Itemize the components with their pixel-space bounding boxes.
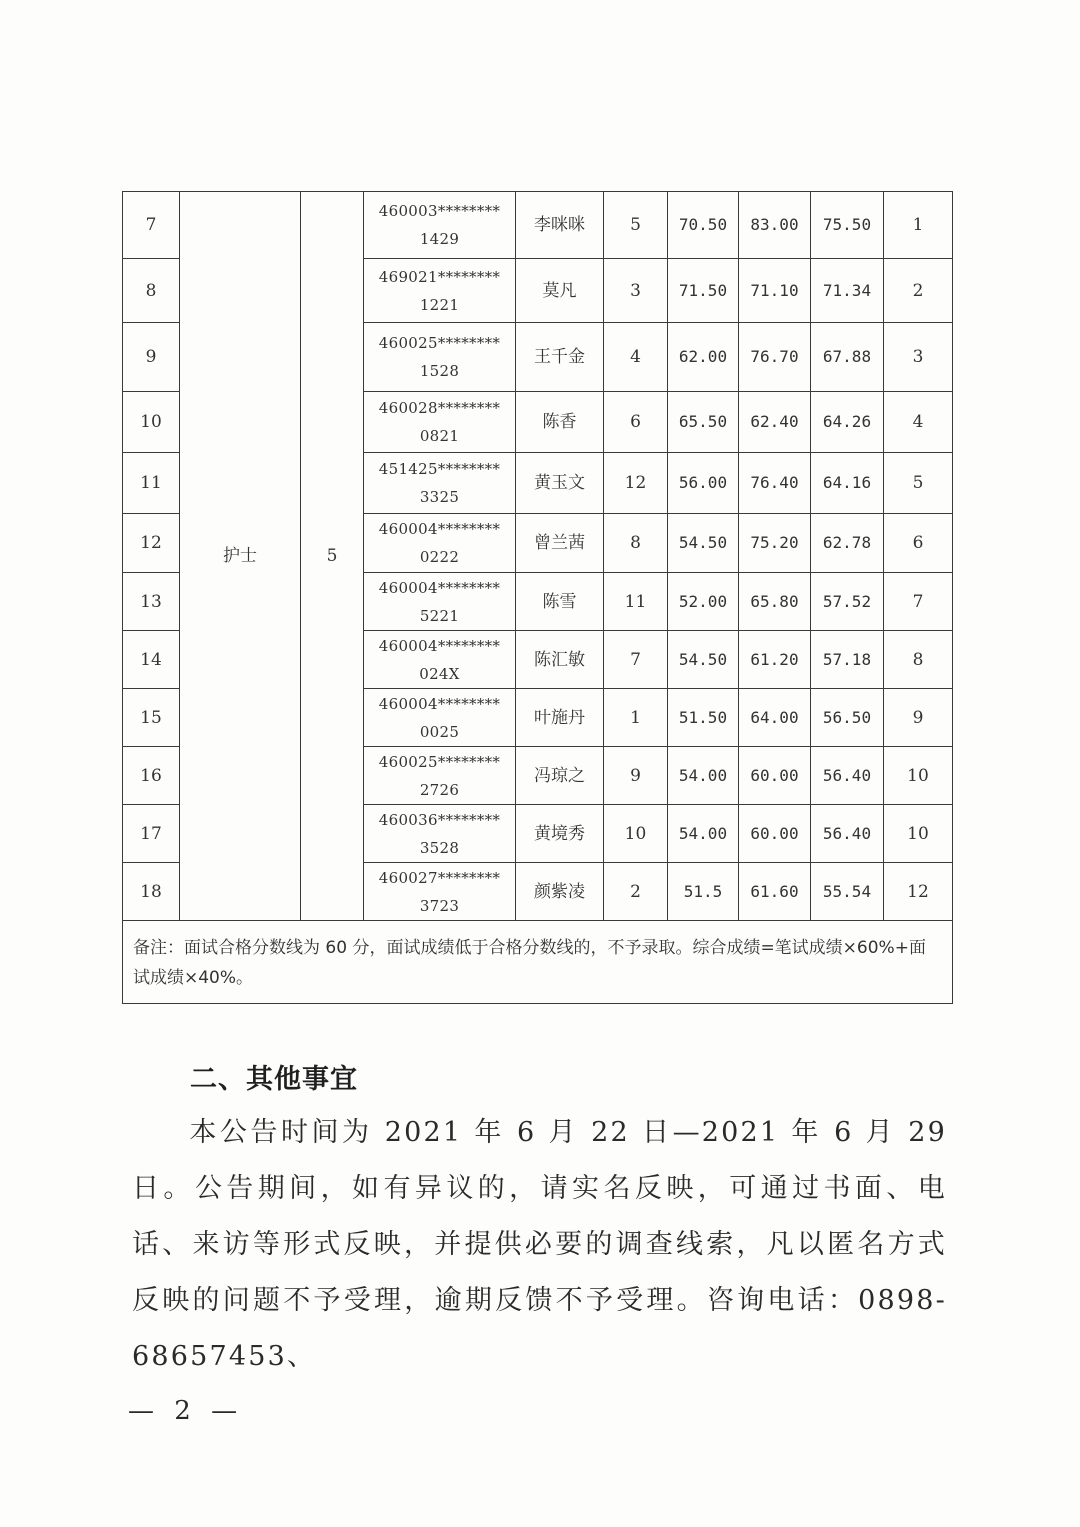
cell-written: 70.50 bbox=[668, 192, 739, 259]
cell-name: 李咪咪 bbox=[516, 192, 604, 259]
id-suffix: 2726 bbox=[419, 780, 460, 799]
cell-written: 71.50 bbox=[668, 259, 739, 323]
cell-no: 10 bbox=[604, 805, 668, 863]
id-prefix: 460004******** bbox=[378, 520, 501, 538]
cell-no: 5 bbox=[604, 192, 668, 259]
cell-seq: 11 bbox=[123, 453, 180, 514]
cell-name: 叶施丹 bbox=[516, 689, 604, 747]
cell-interview: 62.40 bbox=[739, 392, 811, 453]
id-prefix: 460036******** bbox=[378, 810, 501, 829]
cell-total: 75.50 bbox=[811, 192, 884, 259]
id-suffix: 3723 bbox=[419, 896, 460, 915]
id-suffix: 5221 bbox=[419, 606, 460, 625]
id-suffix: 0025 bbox=[419, 722, 460, 741]
cell-name: 陈香 bbox=[516, 392, 604, 453]
id-prefix: 460004******** bbox=[378, 636, 501, 655]
cell-no: 2 bbox=[604, 863, 668, 921]
cell-written: 54.00 bbox=[668, 747, 739, 805]
cell-total: 71.34 bbox=[811, 259, 884, 323]
cell-written: 54.50 bbox=[668, 631, 739, 689]
id-suffix: 024X bbox=[419, 664, 460, 683]
cell-written: 54.00 bbox=[668, 805, 739, 863]
id-prefix: 460025******** bbox=[378, 334, 501, 352]
cell-id-number bbox=[364, 259, 516, 323]
id-suffix: 0821 bbox=[419, 427, 460, 445]
cell-total: 57.52 bbox=[811, 573, 884, 631]
cell-no: 6 bbox=[604, 392, 668, 453]
cell-seq: 16 bbox=[123, 747, 180, 805]
id-prefix: 460028******** bbox=[378, 399, 501, 417]
cell-seq: 17 bbox=[123, 805, 180, 863]
cell-rank: 7 bbox=[884, 573, 953, 631]
cell-id-number bbox=[364, 573, 516, 631]
cell-seq: 8 bbox=[123, 259, 180, 323]
cell-rank: 10 bbox=[884, 747, 953, 805]
cell-interview: 61.60 bbox=[739, 863, 811, 921]
cell-no: 11 bbox=[604, 573, 668, 631]
table-note-row bbox=[123, 921, 953, 1004]
cell-quota: 5 bbox=[301, 192, 364, 921]
cell-name: 黄境秀 bbox=[516, 805, 604, 863]
cell-seq: 18 bbox=[123, 863, 180, 921]
cell-interview: 60.00 bbox=[739, 747, 811, 805]
id-prefix: 460003******** bbox=[378, 202, 501, 220]
cell-total: 56.50 bbox=[811, 689, 884, 747]
cell-no: 7 bbox=[604, 631, 668, 689]
cell-no: 12 bbox=[604, 453, 668, 514]
cell-rank: 3 bbox=[884, 323, 953, 392]
cell-name: 陈汇敏 bbox=[516, 631, 604, 689]
cell-name: 莫凡 bbox=[516, 259, 604, 323]
cell-written: 62.00 bbox=[668, 323, 739, 392]
cell-interview: 61.20 bbox=[739, 631, 811, 689]
cell-id-number bbox=[364, 631, 516, 689]
cell-seq: 7 bbox=[123, 192, 180, 259]
cell-name: 陈雪 bbox=[516, 573, 604, 631]
cell-rank: 9 bbox=[884, 689, 953, 747]
id-prefix: 469021******** bbox=[378, 267, 501, 286]
cell-id-number bbox=[364, 192, 516, 259]
section-heading: 二、其他事宜 bbox=[190, 1064, 358, 1095]
cell-name: 冯琼之 bbox=[516, 747, 604, 805]
cell-id-number bbox=[364, 805, 516, 863]
cell-total: 62.78 bbox=[811, 514, 884, 573]
cell-rank: 4 bbox=[884, 392, 953, 453]
cell-total: 56.40 bbox=[811, 747, 884, 805]
cell-interview: 76.70 bbox=[739, 323, 811, 392]
cell-total: 67.88 bbox=[811, 323, 884, 392]
cell-seq: 9 bbox=[123, 323, 180, 392]
cell-no: 4 bbox=[604, 323, 668, 392]
table-row bbox=[123, 192, 953, 259]
id-prefix: 460004******** bbox=[378, 694, 501, 713]
cell-id-number bbox=[364, 747, 516, 805]
cell-id-number bbox=[364, 689, 516, 747]
cell-name: 颜紫凌 bbox=[516, 863, 604, 921]
cell-rank: 2 bbox=[884, 259, 953, 323]
cell-interview: 60.00 bbox=[739, 805, 811, 863]
cell-seq: 10 bbox=[123, 392, 180, 453]
cell-rank: 8 bbox=[884, 631, 953, 689]
cell-seq: 14 bbox=[123, 631, 180, 689]
cell-written: 56.00 bbox=[668, 453, 739, 514]
cell-name: 黄玉文 bbox=[516, 453, 604, 514]
cell-total: 57.18 bbox=[811, 631, 884, 689]
table-note: 备注：面试合格分数线为 60 分，面试成绩低于合格分数线的，不予录取。综合成绩=笔试成绩×60%+面试成绩×40%。 bbox=[123, 921, 953, 1004]
id-prefix: 460025******** bbox=[378, 752, 501, 771]
cell-written: 65.50 bbox=[668, 392, 739, 453]
cell-seq: 15 bbox=[123, 689, 180, 747]
cell-interview: 71.10 bbox=[739, 259, 811, 323]
cell-no: 3 bbox=[604, 259, 668, 323]
cell-seq: 12 bbox=[123, 514, 180, 573]
cell-no: 1 bbox=[604, 689, 668, 747]
cell-interview: 64.00 bbox=[739, 689, 811, 747]
cell-no: 8 bbox=[604, 514, 668, 573]
cell-written: 54.50 bbox=[668, 514, 739, 573]
results-table bbox=[122, 191, 953, 1004]
id-suffix: 1528 bbox=[419, 362, 460, 380]
cell-interview: 83.00 bbox=[739, 192, 811, 259]
cell-id-number bbox=[364, 392, 516, 453]
cell-interview: 65.80 bbox=[739, 573, 811, 631]
id-suffix: 1429 bbox=[419, 230, 460, 248]
section-paragraph bbox=[132, 1105, 947, 1385]
cell-seq: 13 bbox=[123, 573, 180, 631]
cell-rank: 1 bbox=[884, 192, 953, 259]
id-prefix: 460027******** bbox=[378, 868, 501, 887]
cell-rank: 12 bbox=[884, 863, 953, 921]
cell-id-number bbox=[364, 323, 516, 392]
cell-total: 55.54 bbox=[811, 863, 884, 921]
id-suffix: 0222 bbox=[419, 548, 460, 566]
section-paragraph-text: 本公告时间为 2021 年 6 月 22 日—2021 年 6 月 29 日。公告期间，如有异议的，请实名反映，可通过书面、电话、来访等形式反映，并提供必要的调查线索，凡以匿名方式反映的问题不予受理，逾期反馈不予受理。咨询电话：0898-68657453、 bbox=[132, 1117, 947, 1372]
cell-written: 51.50 bbox=[668, 689, 739, 747]
cell-total: 64.16 bbox=[811, 453, 884, 514]
cell-written: 52.00 bbox=[668, 573, 739, 631]
id-prefix: 451425******** bbox=[378, 460, 501, 478]
cell-id-number bbox=[364, 453, 516, 514]
id-suffix: 1221 bbox=[419, 295, 460, 314]
cell-name: 曾兰茜 bbox=[516, 514, 604, 573]
cell-id-number bbox=[364, 863, 516, 921]
cell-name: 王千金 bbox=[516, 323, 604, 392]
cell-rank: 5 bbox=[884, 453, 953, 514]
cell-interview: 76.40 bbox=[739, 453, 811, 514]
cell-total: 64.26 bbox=[811, 392, 884, 453]
cell-position: 护士 bbox=[180, 192, 301, 921]
cell-rank: 6 bbox=[884, 514, 953, 573]
id-suffix: 3528 bbox=[419, 838, 460, 857]
cell-rank: 10 bbox=[884, 805, 953, 863]
cell-no: 9 bbox=[604, 747, 668, 805]
cell-total: 56.40 bbox=[811, 805, 884, 863]
cell-written: 51.5 bbox=[668, 863, 739, 921]
table-body bbox=[123, 192, 953, 1004]
page-number: — 2 — bbox=[128, 1396, 244, 1426]
cell-id-number bbox=[364, 514, 516, 573]
cell-interview: 75.20 bbox=[739, 514, 811, 573]
id-suffix: 3325 bbox=[419, 488, 460, 506]
id-prefix: 460004******** bbox=[378, 578, 501, 597]
